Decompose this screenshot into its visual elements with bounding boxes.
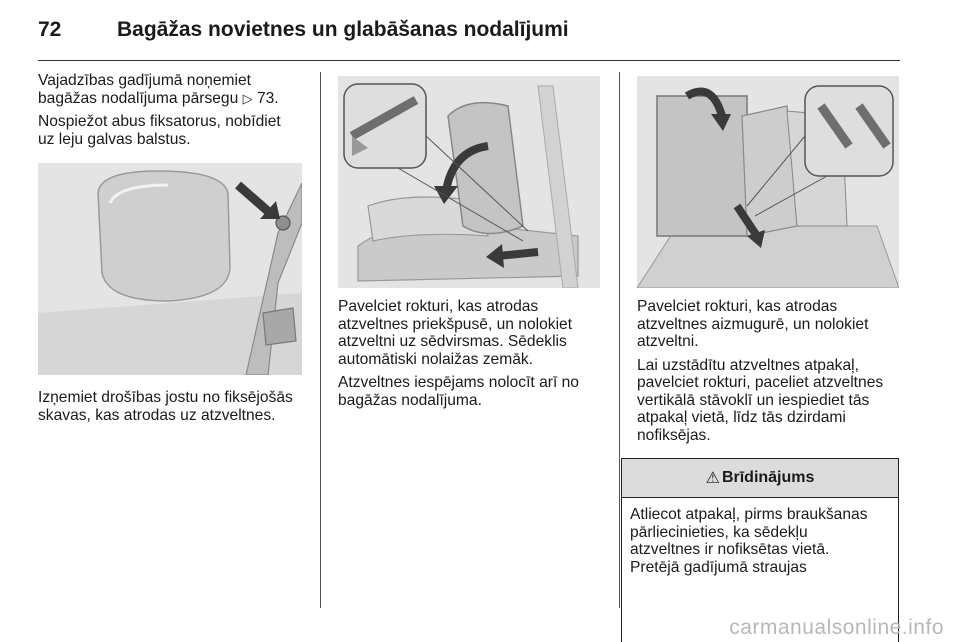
col2-text [338, 298, 613, 415]
text-line: Nospiežot abus fiksatorus, nobīdiet [38, 113, 281, 130]
text-line: atzveltnes ir nofiksētas vietā. [630, 541, 830, 558]
text-line: atzveltnes priekšpusē, un nolokiet [338, 315, 573, 333]
text-line: nofiksējas. [637, 426, 711, 444]
page-title: Bagāžas novietnes un glabāšanas nodalījumi [117, 18, 569, 41]
illustration-fold-backrest-front [338, 76, 600, 288]
text-line: vertikālā stāvoklī un iespiediet tās [637, 391, 870, 409]
text-line: Pavelciet rokturi, kas atrodas [338, 298, 539, 315]
text-line: atzveltnes aizmugurē, un nolokiet [637, 315, 869, 333]
text-line: Pretējā gadījumā straujas [630, 558, 807, 576]
text-line: Lai uzstādītu atzveltnes atpakaļ, [637, 356, 859, 374]
paragraph-remove-cover [38, 72, 313, 107]
text-line: bagāžas nodalījuma pārsegu [38, 89, 239, 107]
paragraph-fold-front [338, 298, 613, 368]
text-line: Vajadzības gadījumā noņemiet [38, 72, 251, 89]
header-rule [38, 60, 900, 61]
text-line: uz leju galvas balstus. [38, 130, 191, 148]
text-line: Atliecot atpakaļ, pirms braukšanas [630, 506, 868, 523]
text-line: atzveltni uz sēdvirsmas. Sēdeklis [338, 333, 567, 350]
text-line: atzveltni. [637, 333, 699, 350]
page-reference-icon: ▷ [242, 90, 253, 106]
text-line: pavelciet rokturi, paceliet atzveltnes [637, 374, 884, 391]
text-line: Pavelciet rokturi, kas atrodas [637, 298, 838, 315]
col1-seatbelt-text [38, 389, 313, 430]
page-number: 72 [38, 18, 62, 41]
text-line: pārliecinieties, ka sēdekļu [630, 523, 808, 541]
paragraph-headrests [38, 113, 313, 148]
warning-title: Brīdinājums [721, 469, 815, 486]
col1-intro-text [38, 72, 313, 154]
column-divider-1 [320, 72, 321, 608]
text-line: skavas, kas atrodas uz atzveltnes. [38, 406, 276, 424]
illustration-fold-backrest-rear [637, 76, 899, 288]
col3-text [637, 298, 902, 450]
paragraph-fold-rear [637, 298, 902, 351]
text-line: Izņemiet drošības jostu no fiksējošās [38, 389, 293, 406]
page-reference-link[interactable]: 73. [256, 89, 279, 107]
watermark: carmanualsonline.info [729, 616, 944, 639]
text-line: atpakaļ vietā, līdz tās dzirdami [637, 409, 846, 426]
warning-body [622, 498, 898, 576]
warning-header [622, 459, 898, 498]
warning-triangle-icon: ⚠ [705, 470, 720, 487]
paragraph-fold-from-boot [338, 374, 613, 409]
paragraph-seatbelt [38, 389, 313, 424]
warning-box [621, 458, 899, 642]
text-line: Atzveltnes iespējams nolocīt arī no [338, 374, 579, 391]
paragraph-reinstall [637, 357, 902, 445]
text-line: bagāžas nodalījuma. [338, 391, 482, 409]
text-line: automātiski nolaižas zemāk. [338, 350, 534, 368]
column-divider-2 [619, 72, 620, 608]
illustration-headrest-seatbelt [38, 163, 302, 375]
